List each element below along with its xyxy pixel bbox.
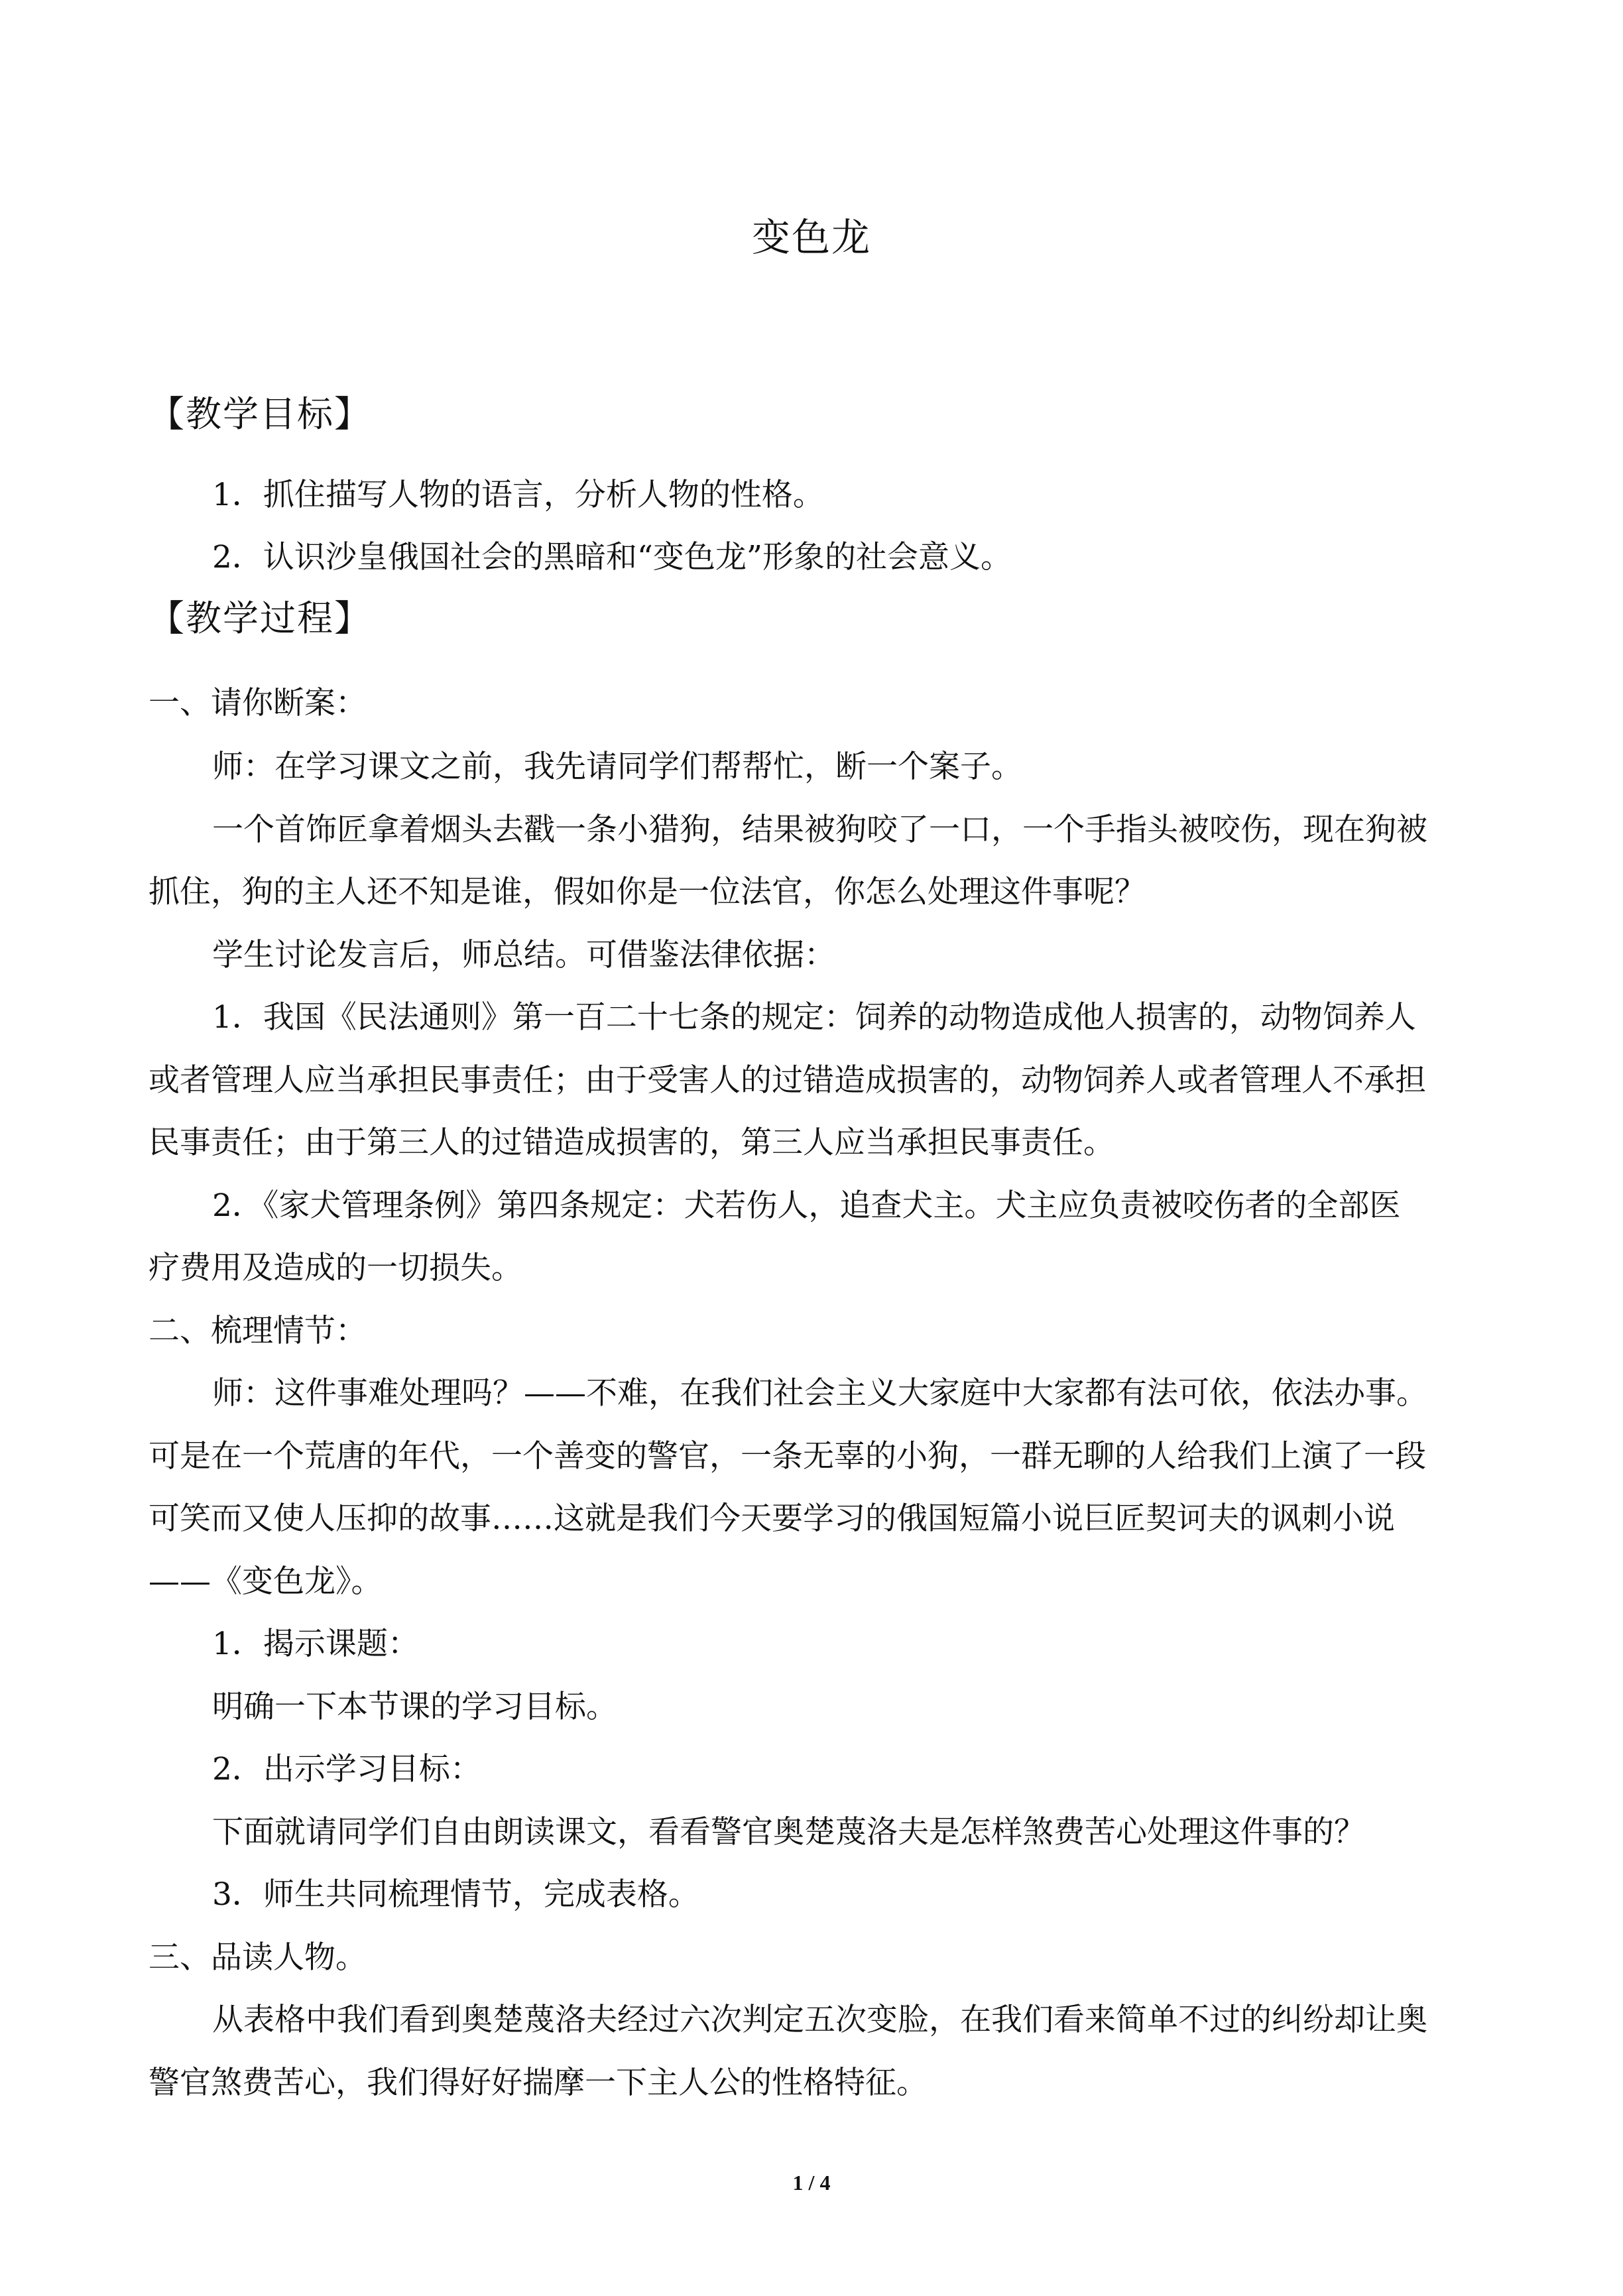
part1-title: 一、请你断案： [149,685,367,721]
paragraph-4-line-4: ——《变色龙》。 [149,1563,383,1600]
law-1-line-1: 1．我国《民法通则》第一百二十七条的规定：饲养的动物造成他人损害的，动物饲养人 [212,999,1416,1036]
step-3: 3．师生共同梳理情节，完成表格。 [212,1876,699,1913]
part2-title: 二、梳理情节： [149,1313,367,1349]
step-1-text: 明确一下本节课的学习目标。 [212,1689,617,1725]
step-2-text: 下面就请同学们自由朗读课文，看看警官奥楚蔑洛夫是怎样煞费苦心处理这件事的？ [212,1814,1365,1850]
objective-1: 1．抓住描写人物的语言，分析人物的性格。 [212,477,824,513]
paragraph-3: 学生讨论发言后，师总结。可借鉴法律依据： [212,937,835,973]
paragraph-4-line-3: 可笑而又使人压抑的故事……这就是我们今天要学习的俄国短篇小说巨匠契诃夫的讽刺小说 [149,1500,1395,1537]
process-heading: 【教学过程】 [149,597,371,639]
paragraph-5-line-1: 从表格中我们看到奥楚蔑洛夫经过六次判定五次变脸，在我们看来简单不过的纠纷却让奥 [212,2002,1427,2038]
paragraph-2-line-1: 一个首饰匠拿着烟头去戳一条小猎狗，结果被狗咬了一口，一个手指头被咬伤，现在狗被 [212,812,1427,848]
step-1: 1．揭示课题： [212,1626,419,1662]
paragraph-5-line-2: 警官煞费苦心，我们得好好揣摩一下主人公的性格特征。 [149,2065,928,2101]
paragraph-4-line-2: 可是在一个荒唐的年代，一个善变的警官，一条无辜的小狗，一群无聊的人给我们上演了一段 [149,1438,1426,1475]
paragraph-2-line-2: 抓住，狗的主人还不知是谁，假如你是一位法官，你怎么处理这件事呢？ [149,874,1146,910]
law-1-line-3: 民事责任；由于第三人的过错造成损害的，第三人应当承担民事责任。 [149,1124,1114,1161]
page-number: 1 / 4 [792,2171,831,2195]
law-2-line-1: 2．《家犬管理条例》第四条规定：犬若伤人，追查犬主。犬主应负责被咬伤者的全部医 [212,1187,1401,1224]
objective-2: 2．认识沙皇俄国社会的黑暗和“变色龙”形象的社会意义。 [212,539,1012,575]
document-title: 变色龙 [751,215,871,260]
paragraph-1: 师：在学习课文之前，我先请同学们帮帮忙，断一个案子。 [212,749,1022,785]
step-2: 2．出示学习目标： [212,1751,481,1787]
law-1-line-2: 或者管理人应当承担民事责任；由于受害人的过错造成损害的，动物饲养人或者管理人不承担 [149,1062,1426,1099]
paragraph-4-line-1: 师：这件事难处理吗？——不难，在我们社会主义大家庭中大家都有法可依，依法办事。 [212,1375,1427,1412]
part3-title: 三、品读人物。 [149,1939,367,1976]
law-2-line-2: 疗费用及造成的一切损失。 [149,1250,522,1286]
objectives-heading: 【教学目标】 [149,393,371,435]
